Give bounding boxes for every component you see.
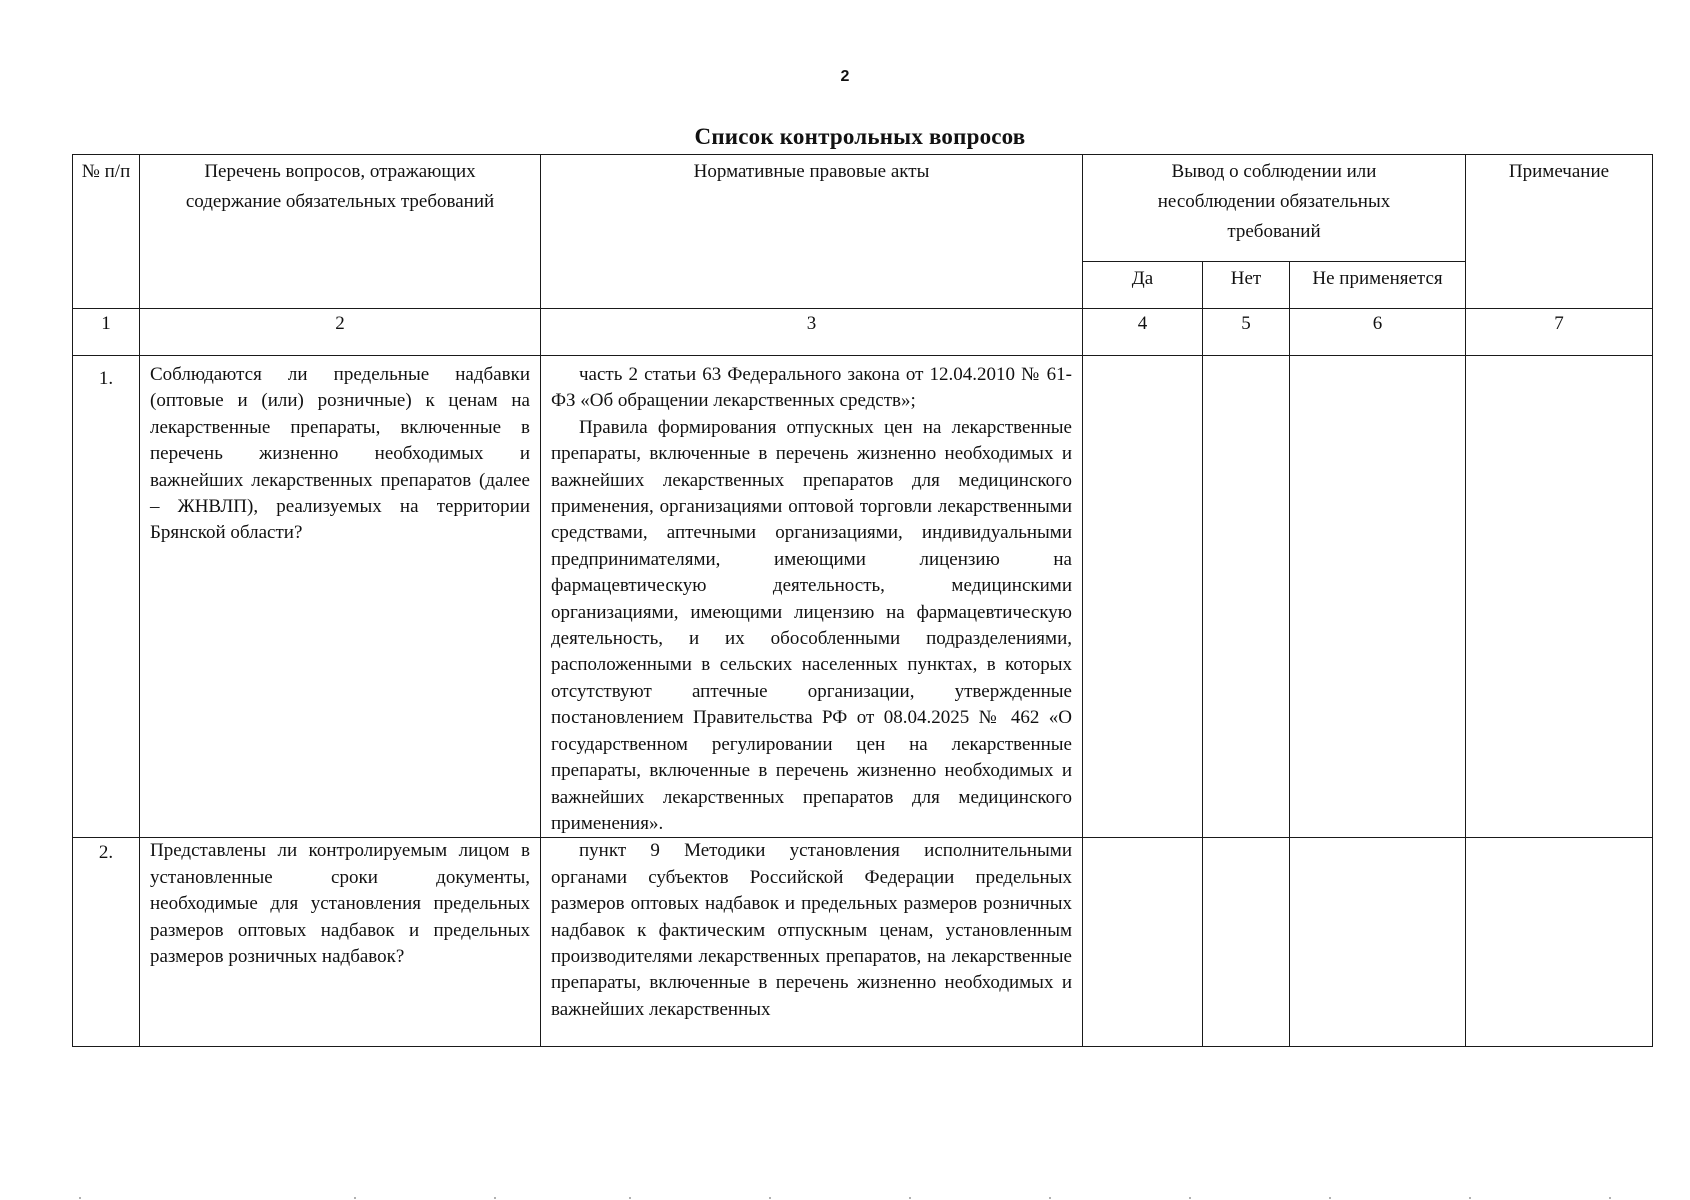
- column-number: 1: [73, 309, 140, 356]
- question-text: Представлены ли контролируемым лицом в установленные сроки документы, необходимые для установления предельных размеров оптовых надбавок и предельных размеров розничных надбавок?: [150, 840, 530, 967]
- header-na: Не применяется: [1290, 262, 1466, 309]
- row-number: 1.: [73, 356, 140, 838]
- table-row: [73, 356, 1653, 838]
- page-number: 2: [840, 68, 850, 85]
- note-cell[interactable]: [1466, 356, 1653, 838]
- answer-no-cell[interactable]: [1203, 356, 1290, 838]
- note-cell[interactable]: [1466, 838, 1653, 1047]
- acts-clip: [551, 838, 1072, 1046]
- header-yes: Да: [1083, 262, 1203, 309]
- act-paragraph: пункт 9 Методики установления исполнительными органами субъектов Российской Федерации предельных размеров оптовых надбавок и предельных размеров розничных надбавок к фактическим отпускным ценам, установленным производителями лекарственных препаратов, на лекарственные препараты, включенные в перечень жизненно необходимых и важнейших лекарственных: [551, 840, 1072, 1020]
- answer-na-cell[interactable]: [1290, 838, 1466, 1047]
- column-number: 4: [1083, 309, 1203, 356]
- checklist-table: [72, 154, 1653, 1047]
- document-title: Список контрольных вопросов: [694, 124, 1026, 149]
- column-number-row: [73, 309, 1653, 356]
- header-row: [73, 155, 1653, 262]
- header-conclusion: Вывод о соблюдении или несоблюдении обязательных требований: [1083, 155, 1466, 262]
- acts-cell: [541, 838, 1083, 1047]
- header-questions: Перечень вопросов, отражающих содержание обязательных требований: [140, 155, 541, 309]
- column-number: 6: [1290, 309, 1466, 356]
- header-num: № п/п: [73, 155, 140, 309]
- scan-artifact-dots: [0, 1196, 1690, 1200]
- answer-no-cell[interactable]: [1203, 838, 1290, 1047]
- act-paragraph: часть 2 статьи 63 Федерального закона от 12.04.2010 № 61-ФЗ «Об обращении лекарственных средств»;: [551, 364, 1072, 412]
- column-number: 7: [1466, 309, 1653, 356]
- answer-na-cell[interactable]: [1290, 356, 1466, 838]
- answer-yes-cell[interactable]: [1083, 356, 1203, 838]
- header-acts: Нормативные правовые акты: [541, 155, 1083, 309]
- row-number: 2.: [73, 838, 140, 1047]
- question-cell: [140, 356, 541, 838]
- column-number: 3: [541, 309, 1083, 356]
- table-row: [73, 838, 1653, 1047]
- act-paragraph: Правила формирования отпускных цен на лекарственные препараты, включенные в перечень жизненно необходимых и важнейших лекарственных препаратов для медицинского применения, организациями оптовой торговли лекарственными средствами, аптечными организациями, индивидуальными предпринимателями, имеющими лицензию на фармацевтическую деятельность, медицинскими организациями, имеющими лицензию на фармацевтическую деятельность, и их обособленными подразделениями, расположенными в сельских населенных пунктах, в которых отсутствуют аптечные организации, утвержденные постановлением Правительства РФ от 08.04.2025 № 462 «О государственном регулировании цен на лекарственные препараты, включенные в перечень жизненно необходимых и важнейших лекарственных препаратов для медицинского применения».: [551, 416, 1072, 834]
- column-number: 2: [140, 309, 541, 356]
- answer-yes-cell[interactable]: [1083, 838, 1203, 1047]
- question-cell: [140, 838, 541, 1047]
- header-no: Нет: [1203, 262, 1290, 309]
- column-number: 5: [1203, 309, 1290, 356]
- header-note: Примечание: [1466, 155, 1653, 309]
- acts-cell: [541, 356, 1083, 838]
- question-text: Соблюдаются ли предельные надбавки (оптовые и (или) розничные) к ценам на лекарственные препараты, включенные в перечень жизненно необходимых и важнейших лекарственных препаратов (далее – ЖНВЛП), реализуемых на территории Брянской области?: [150, 364, 530, 544]
